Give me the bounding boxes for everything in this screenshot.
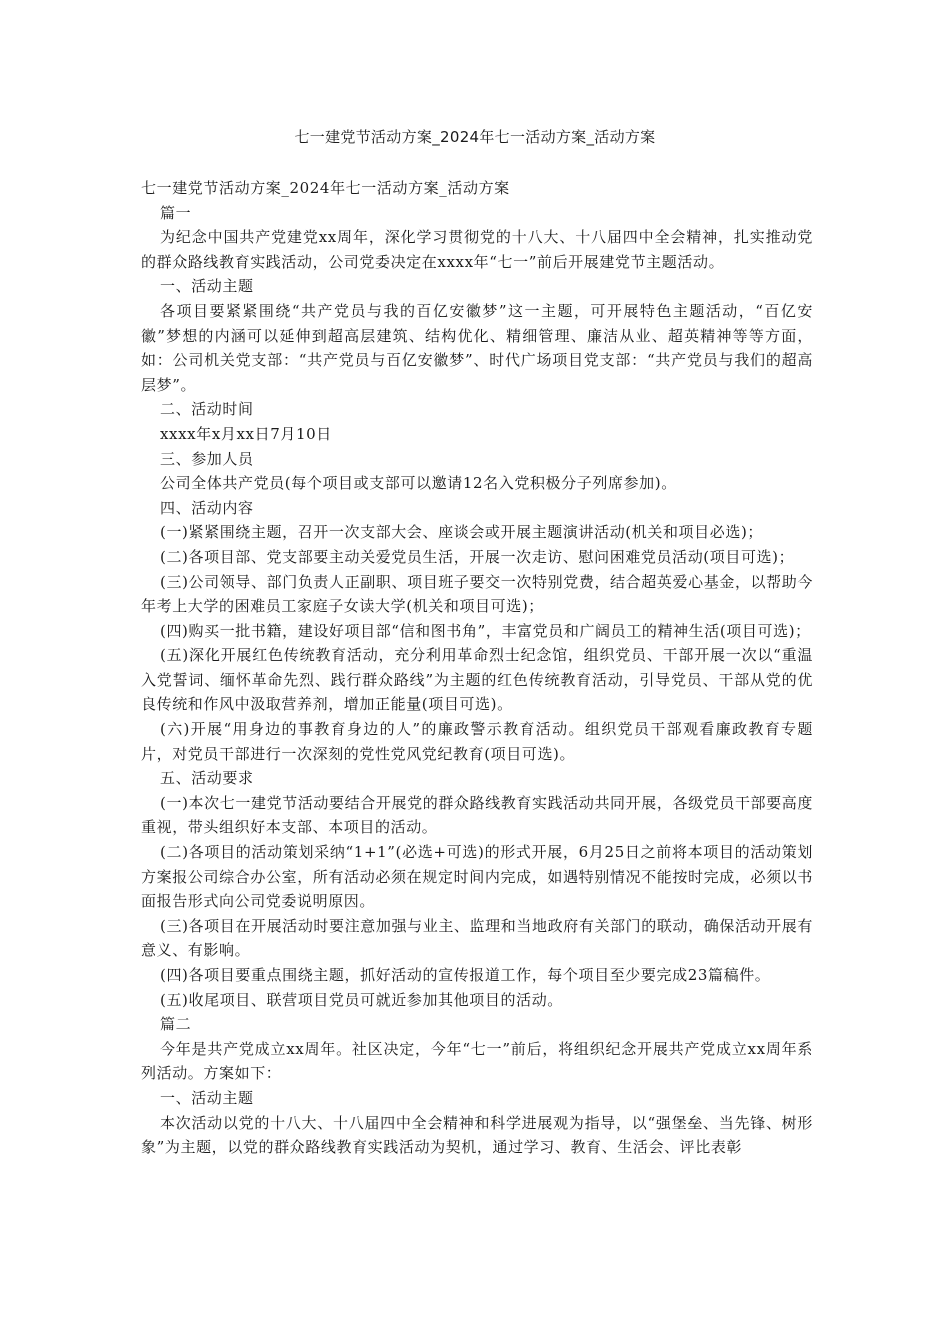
paragraph: 一、活动主题 [160,1088,254,1107]
paragraph: 一、活动主题 [160,277,254,296]
paragraph: 三、参加人员 [160,449,254,468]
paragraph: 四、活动内容 [160,498,254,517]
paragraph: (五)深化开展红色传统教育活动，充分利用革命烈士纪念馆，组织党员、干部开展一次以“重温入党誓词、缅怀革命先烈、践行群众路线”为主题的红色传统教育活动，引导党员、干部从党的优良传统和作风中汲取营养剂，增加正能量(项目可选)。 [141,646,813,714]
paragraph: (三)各项目在开展活动时要注意加强与业主、监理和当地政府有关部门的联动，确保活动开展有意义、有影响。 [141,916,813,960]
paragraph: (三)公司领导、部门负责人正副职、项目班子要交一次特别党费，结合超英爱心基金，以帮助今年考上大学的困难员工家庭子女读大学(机关和项目可选)； [141,572,813,616]
paragraph: (一)本次七一建党节活动要结合开展党的群众路线教育实践活动共同开展，各级党员干部要高度重视，带头组织好本支部、本项目的活动。 [141,793,813,837]
paragraph: 为纪念中国共产党建党xx周年，深化学习贯彻党的十八大、十八届四中全会精神，扎实推动党的群众路线教育实践活动，公司党委决定在xxxx年“七一”前后开展建党节主题活动。 [141,228,813,271]
paragraph: (二)各项目部、党支部要主动关爱党员生活，开展一次走访、慰问困难党员活动(项目可选)； [160,547,795,566]
paragraph: (四)购买一批书籍，建设好项目部“信和图书角”，丰富党员和广阔员工的精神生活(项目可选)； [160,621,811,640]
paragraph: 本次活动以党的十八大、十八届四中全会精神和科学进展观为指导，以“强堡垒、当先锋、树形象”为主题，以党的群众路线教育实践活动为契机，通过学习、教育、生活会、评比表彰 [141,1113,813,1157]
paragraph: 七一建党节活动方案_2024年七一活动方案_活动方案 [141,179,510,197]
paragraph: xxxx年x月xx日7月10日 [160,424,332,443]
document-title: 七一建党节活动方案_2024年七一活动方案_活动方案 [294,128,656,146]
paragraph: 二、活动时间 [160,400,254,419]
paragraph: (五)收尾项目、联营项目党员可就近参加其他项目的活动。 [160,990,563,1009]
paragraph: (四)各项目要重点围绕主题，抓好活动的宣传报道工作，每个项目至少要完成23篇稿件。 [160,966,771,984]
paragraph: 各项目要紧紧围绕“共产党员与我的百亿安徽梦”这一主题，可开展特色主题活动，“百亿安徽”梦想的内涵可以延伸到超高层建筑、结构优化、精细管理、廉洁从业、超英精神等等方面，如：公司机关党支部：“共产党员与百亿安徽梦”、时代广场项目党支部：“共产党员与我们的超高层梦”。 [141,301,813,394]
paragraph: (二)各项目的活动策划采纳“1+1”(必选+可选)的形式开展，6月25日之前将本项目的活动策划方案报公司综合办公室，所有活动必须在规定时间内完成，如遇特别情况不能按时完成，必须以书面报告形式向公司党委说明原因。 [141,843,813,911]
paragraph: 今年是共产党成立xx周年。社区决定，今年“七一”前后，将组织纪念开展共产党成立xx周年系列活动。方案如下： [141,1039,813,1083]
document-body [141,176,813,1160]
paragraph: 五、活动要求 [160,769,254,788]
paragraph: (六)开展“用身边的事教育身边的人”的廉政警示教育活动。组织党员干部观看廉政教育专题片，对党员干部进行一次深刻的党性党风党纪教育(项目可选)。 [141,720,813,763]
paragraph: 篇二 [160,1015,192,1034]
paragraph: 公司全体共产党员(每个项目或支部可以邀请12名入党积极分子列席参加)。 [160,474,677,493]
paragraph: (一)紧紧围绕主题，召开一次支部大会、座谈会或开展主题演讲活动(机关和项目必选)； [160,523,764,542]
paragraph: 篇一 [160,203,192,222]
